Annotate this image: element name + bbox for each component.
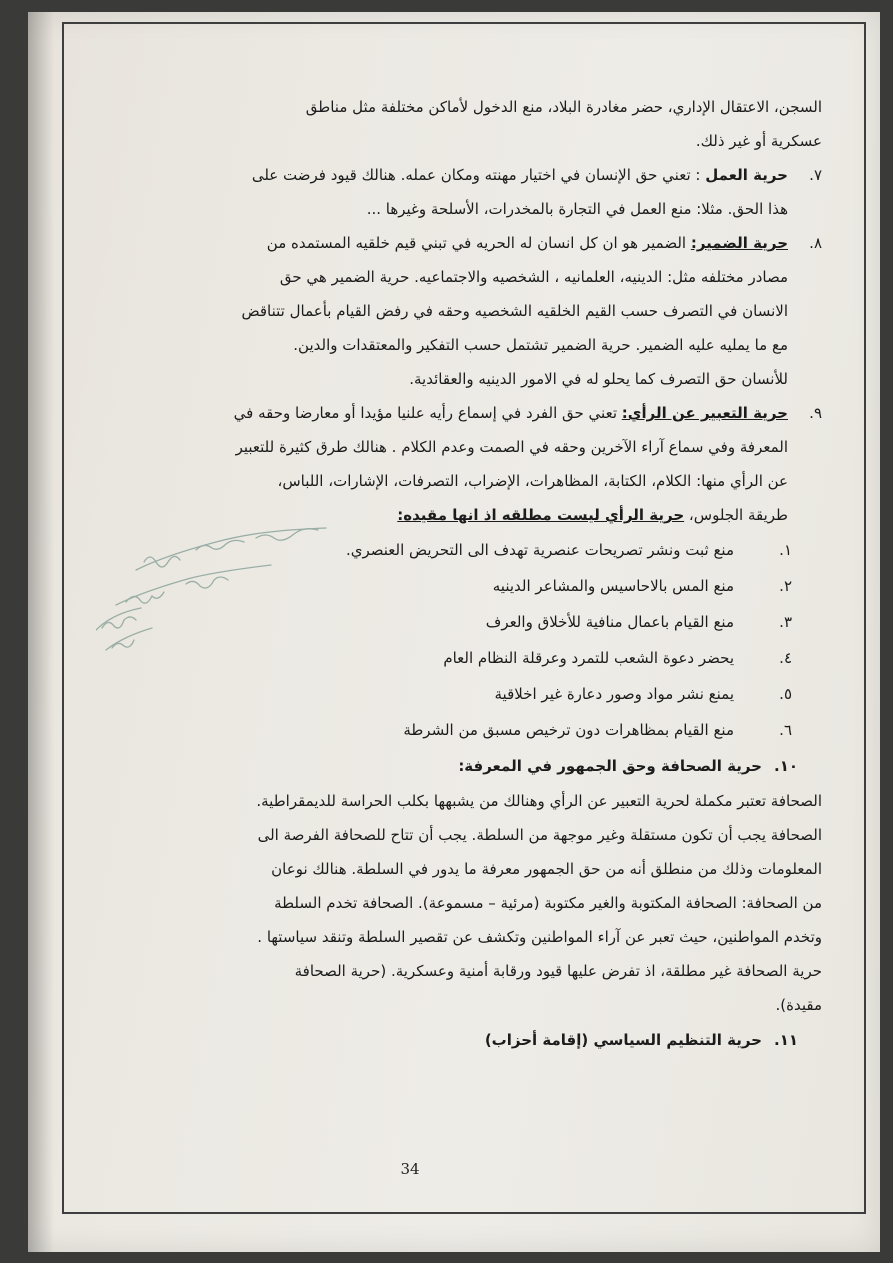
- item-title: حرية الصحافة وحق الجمهور في المعرفة:: [458, 757, 762, 775]
- item-number: ٩.: [809, 404, 822, 422]
- list-text: يحضر دعوة الشعب للتمرد وعرقلة النظام العام: [443, 649, 734, 667]
- text-line: حرية الصحافة غير مطلقة، اذ تفرض عليها قيود ورقابة أمنية وعسكرية. (حرية الصحافة: [294, 962, 822, 980]
- item-text: طريقة الجلوس،: [684, 506, 788, 524]
- item-number: ٧.: [809, 166, 822, 184]
- text-line: المعلومات وذلك من منطلق أنه من حق الجمهور معرفة ما يدور في السلطة. هنالك نوعان: [271, 860, 822, 878]
- list-text: منع القيام باعمال منافية للأخلاق والعرف: [485, 613, 734, 631]
- item-line: [96, 396, 788, 430]
- restriction-heading: حرية الرأي ليست مطلقه اذ انها مقيده:: [397, 506, 685, 524]
- item-political-organization-heading: [96, 1022, 822, 1058]
- list-text: منع القيام بمظاهرات دون ترخيص مسبق من الشرطة: [403, 721, 734, 739]
- list-text: يمنع نشر مواد وصور دعارة غير اخلاقية: [494, 685, 734, 703]
- list-number: ٦.: [779, 721, 792, 739]
- item-line: مصادر مختلفه مثل: الدينيه، العلمانيه ، الشخصيه والاجتماعيه. حرية الضمير هي حق: [279, 268, 788, 286]
- item-text: الضمير هو ان كل انسان له الحريه في تبني قيم خلقيه المستمده من: [266, 234, 691, 252]
- list-number: ١.: [779, 541, 792, 559]
- item-title: حرية العمل: [705, 166, 788, 184]
- item-press-freedom-heading: [96, 748, 822, 784]
- list-item: [96, 676, 822, 712]
- list-item: [96, 712, 822, 748]
- item-number: ٨.: [809, 234, 822, 252]
- item-freedom-of-conscience: [96, 226, 822, 396]
- item-title: حرية الضمير:: [690, 234, 788, 252]
- press-freedom-paragraph: [96, 784, 822, 1022]
- handwritten-pencil-note: [96, 510, 346, 660]
- item-line: [96, 158, 788, 192]
- item-line: [96, 226, 788, 260]
- item-line: مع ما يمليه عليه الضمير. حرية الضمير تشتمل حسب التفكير والمعتقدات والدين.: [293, 336, 788, 354]
- item-line: للأنسان حق التصرف كما يحلو له في الامور الدينيه والعقائدية.: [409, 370, 788, 388]
- list-text: منع ثبت ونشر تصريحات عنصرية تهدف الى التحريض العنصري.: [345, 541, 734, 559]
- item-line: المعرفة وفي سماع آراء الآخرين وحقه في الصمت وعدم الكلام . هنالك طرق كثيرة للتعبير: [235, 438, 788, 456]
- text-line: وتخدم المواطنين، حيث تعبر عن آراء المواطنين وتكشف عن تقصير السلطة وتنقد سياستها .: [257, 928, 822, 946]
- text-line: الصحافة تعتبر مكملة لحرية التعبير عن الرأي وهنالك من يشبهها بكلب الحراسة للديمقراطية.: [256, 792, 822, 810]
- list-number: ٥.: [779, 685, 792, 703]
- text-line: السجن، الاعتقال الإداري، حضر مغادرة البلاد، منع الدخول لأماكن مختلفة مثل مناطق: [305, 98, 822, 116]
- text-line: مقيدة).: [775, 996, 822, 1014]
- item-line: الانسان في التصرف حسب القيم الخلقيه الشخصيه وحقه في رفض القيام بأعمال تتناقض: [241, 302, 788, 320]
- item-line: هذا الحق. مثلا: منع العمل في التجارة بالمخدرات، الأسلحة وغيرها ...: [366, 200, 788, 218]
- list-number: ٣.: [779, 613, 792, 631]
- item-text: : تعني حق الإنسان في اختيار مهنته ومكان عمله. هنالك قيود فرضت على: [251, 166, 706, 184]
- item-freedom-of-work: [96, 158, 822, 226]
- text-line: الصحافة يجب أن تكون مستقلة وغير موجهة من السلطة. يجب أن تتاح للصحافة الفرصة الى: [257, 826, 822, 844]
- list-text: منع المس بالاحاسيس والمشاعر الدينيه: [492, 577, 734, 595]
- item-title: حرية التنظيم السياسي (إقامة أحزاب): [484, 1031, 762, 1049]
- item-text: تعني حق الفرد في إسماع رأيه علنيا مؤيدا أو معارضا وحقه في: [233, 404, 622, 422]
- item-title: حرية التعبير عن الرأي:: [621, 404, 788, 422]
- item-line: عن الرأي منها: الكلام، الكتابة، المظاهرات، الإضراب، التصرفات، الإشارات، اللباس،: [277, 472, 788, 490]
- item-number: ١٠.: [773, 757, 798, 775]
- item-number: ١١.: [773, 1031, 798, 1049]
- continued-paragraph: [96, 90, 822, 158]
- text-line: عسكرية أو غير ذلك.: [695, 132, 822, 150]
- list-number: ٤.: [779, 649, 792, 667]
- list-number: ٢.: [779, 577, 792, 595]
- page-number: 34: [400, 1160, 420, 1178]
- text-line: من الصحافة: الصحافة المكتوبة والغير مكتوبة (مرئية – مسموعة). الصحافة تخدم السلطة: [274, 894, 822, 912]
- page-binding-shadow: [28, 12, 54, 1252]
